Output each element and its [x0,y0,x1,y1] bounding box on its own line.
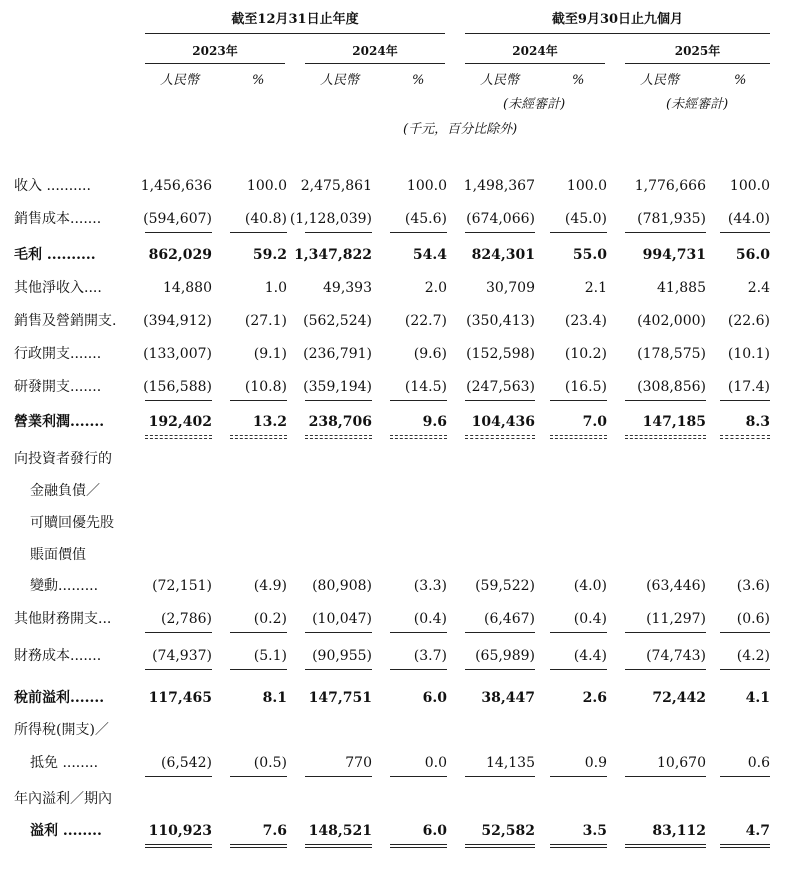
header-rule-9m [465,33,770,34]
rd_expenses-rule [390,400,447,401]
year-rule-2024-9m [465,63,605,64]
income_tax-rule [720,776,770,777]
fv_change-value: (3.3) [413,578,447,594]
unit-pct-1: % [252,73,265,88]
income_tax-rule [550,776,607,777]
profit-rule [305,844,372,845]
other_finance-rule [465,632,535,633]
finance_costs-value: (74,743) [646,648,706,664]
cost_of_sales-value: (44.0) [727,211,770,227]
unit-pct-4: % [734,73,747,88]
finance_costs-value: (5.1) [253,648,287,664]
rd_expenses-rule [720,400,770,401]
profit-value: 4.7 [745,823,770,839]
profit_before_tax-value: 147,751 [308,690,372,706]
finance_costs-value: (74,937) [152,648,212,664]
fv_change-value: (72,151) [152,578,212,594]
operating_profit-rule [145,435,212,436]
operating_profit-rule [390,435,447,436]
profit_before_tax-label: 稅前溢利....... [14,690,105,706]
other_finance-value: (10,047) [312,611,372,627]
profit-value: 110,923 [148,823,212,839]
finance_costs-rule [305,669,372,670]
finance_costs-rule [145,669,212,670]
profit-rule [465,844,535,845]
admin_expenses-value: (236,791) [303,346,372,362]
profit-value: 83,112 [652,823,706,839]
cost_of_sales-rule [465,232,535,233]
rd_expenses-value: (308,856) [637,379,706,395]
admin_expenses-value: (10.2) [564,346,607,362]
income_tax-value: 770 [345,755,372,771]
other_net_income-value: 14,880 [163,280,212,296]
operating_profit-rule [720,438,770,439]
operating_profit-rule [720,435,770,436]
revenue-value: 1,776,666 [634,178,706,194]
finance_costs-rule [465,669,535,670]
cost_of_sales-value: (45.6) [404,211,447,227]
other_finance-rule [305,632,372,633]
selling_expenses-value: (562,524) [303,313,372,329]
finance_costs-label: 財務成本....... [14,648,102,664]
income_tax-value: (0.5) [253,755,287,771]
finance_costs-rule [625,669,706,670]
revenue-value: 100.0 [566,178,607,194]
other_net_income-value: 2.1 [584,280,607,296]
operating_profit-rule [390,438,447,439]
fv_change-label: 變動......... [30,578,99,594]
rd_expenses-rule [465,400,535,401]
selling_expenses-label: 銷售及營銷開支. [14,313,117,329]
profit-label-line: 年內溢利／期內 [14,791,112,807]
profit-rule [230,847,287,848]
profit-rule [390,847,447,848]
cost_of_sales-value: (674,066) [466,211,535,227]
income_tax-rule [625,776,706,777]
admin_expenses-label: 行政開支....... [14,346,102,362]
other_finance-value: (0.4) [573,611,607,627]
cost_of_sales-value: (594,607) [143,211,212,227]
operating_profit-label: 營業利潤....... [14,414,105,430]
profit-value: 148,521 [308,823,372,839]
operating_profit-value: 192,402 [148,414,212,430]
income_tax-value: 0.0 [424,755,447,771]
rd_expenses-value: (156,588) [143,379,212,395]
profit_before_tax-value: 6.0 [422,690,447,706]
operating_profit-rule [550,435,607,436]
finance_costs-value: (4.4) [573,648,607,664]
profit-value: 6.0 [422,823,447,839]
operating_profit-rule [230,438,287,439]
rd_expenses-value: (10.8) [244,379,287,395]
unit-note: (千元，百分比除外) [403,122,518,137]
gross_profit-value: 56.0 [735,247,770,263]
other_net_income-value: 30,709 [486,280,535,296]
admin_expenses-value: (178,575) [637,346,706,362]
rd_expenses-value: (359,194) [303,379,372,395]
revenue-value: 100.0 [246,178,287,194]
unit-pct-3: % [572,73,585,88]
header-year-2025: 2025年 [674,44,721,58]
unit-pct-2: % [412,73,425,88]
income_tax-rule [305,776,372,777]
operating_profit-rule [145,438,212,439]
profit-rule [390,844,447,845]
revenue-value: 100.0 [729,178,770,194]
cost_of_sales-rule [625,232,706,233]
profit-rule [720,844,770,845]
cost_of_sales-rule [145,232,212,233]
unaudited-2024: (未經審計) [503,97,566,112]
rd_expenses-rule [145,400,212,401]
operating_profit-value: 8.3 [745,414,770,430]
operating_profit-rule [305,438,372,439]
header-rule-fy [145,33,445,34]
profit-rule [145,847,212,848]
selling_expenses-value: (22.7) [404,313,447,329]
gross_profit-value: 862,029 [148,247,212,263]
unaudited-2025: (未經審計) [666,97,729,112]
header-year-2024-fy: 2024年 [352,44,398,58]
other_finance-rule [390,632,447,633]
revenue-label: 收入 .......... [14,178,91,194]
income_tax-rule [390,776,447,777]
other_finance-label: 其他財務開支... [14,611,112,627]
operating_profit-value: 104,436 [471,414,535,430]
rd_expenses-value: (17.4) [727,379,770,395]
other_finance-value: (6,467) [483,611,535,627]
other_finance-value: (2,786) [160,611,212,627]
profit-rule [550,847,607,848]
rd_expenses-value: (247,563) [466,379,535,395]
rd_expenses-value: (14.5) [404,379,447,395]
profit_before_tax-value: 2.6 [582,690,607,706]
cost_of_sales-value: (1,128,039) [289,211,372,227]
admin_expenses-value: (10.1) [727,346,770,362]
selling_expenses-value: (350,413) [466,313,535,329]
gross_profit-value: 1,347,822 [294,247,372,263]
income_tax-value: 0.9 [584,755,607,771]
profit-rule [625,844,706,845]
selling_expenses-value: (27.1) [244,313,287,329]
year-rule-2024-fy [305,63,445,64]
operating_profit-rule [625,435,706,436]
cost_of_sales-value: (45.0) [564,211,607,227]
finance_costs-rule [230,669,287,670]
admin_expenses-value: (133,007) [143,346,212,362]
operating_profit-rule [230,435,287,436]
unit-rmb-1: 人民幣 [160,73,200,88]
selling_expenses-value: (402,000) [637,313,706,329]
other_finance-value: (0.6) [736,611,770,627]
fv_change-value: (3.6) [736,578,770,594]
year-rule-2023 [145,63,285,64]
profit-rule [465,847,535,848]
income_tax-value: (6,542) [160,755,212,771]
profit-label: 溢利 ........ [30,823,102,839]
selling_expenses-value: (23.4) [564,313,607,329]
unit-rmb-3: 人民幣 [480,73,520,88]
other_finance-value: (0.4) [413,611,447,627]
admin_expenses-value: (9.6) [413,346,447,362]
fv_change-label-line: 金融負債／ [30,483,100,499]
profit_before_tax-value: 8.1 [262,690,287,706]
gross_profit-value: 994,731 [642,247,706,263]
operating_profit-rule [550,438,607,439]
revenue-value: 2,475,861 [300,178,372,194]
profit-rule [550,844,607,845]
other_finance-rule [550,632,607,633]
rd_expenses-rule [230,400,287,401]
cost_of_sales-value: (781,935) [637,211,706,227]
operating_profit-rule [625,438,706,439]
income_tax-value: 10,670 [657,755,706,771]
finance_costs-rule [390,669,447,670]
fv_change-value: (4.0) [573,578,607,594]
admin_expenses-value: (152,598) [466,346,535,362]
fv_change-label-line: 向投資者發行的 [14,451,112,467]
rd_expenses-label: 研發開支....... [14,379,102,395]
gross_profit-label: 毛利 .......... [14,247,96,263]
finance_costs-value: (4.2) [736,648,770,664]
fv_change-value: (4.9) [253,578,287,594]
finance_costs-rule [550,669,607,670]
operating_profit-rule [465,438,535,439]
profit-rule [305,847,372,848]
cost_of_sales-label: 銷售成本....... [14,211,102,227]
year-rule-2025 [625,63,770,64]
header-group-fy: 截至12月31日止年度 [231,12,359,27]
other_finance-rule [720,632,770,633]
other_net_income-value: 2.0 [424,280,447,296]
fv_change-value: (63,446) [646,578,706,594]
operating_profit-rule [305,435,372,436]
finance_costs-value: (90,955) [312,648,372,664]
fv_change-value: (59,522) [475,578,535,594]
rd_expenses-value: (16.5) [564,379,607,395]
operating_profit-value: 147,185 [642,414,706,430]
profit-value: 3.5 [582,823,607,839]
revenue-value: 100.0 [406,178,447,194]
other_finance-value: (11,297) [646,611,706,627]
profit_before_tax-value: 117,465 [148,690,212,706]
operating_profit-value: 238,706 [308,414,372,430]
operating_profit-value: 13.2 [252,414,287,430]
cost_of_sales-rule [230,232,287,233]
admin_expenses-value: (9.1) [253,346,287,362]
profit_before_tax-value: 38,447 [481,690,535,706]
finance_costs-value: (65,989) [475,648,535,664]
fv_change-label-line: 賬面價值 [30,547,86,563]
other_net_income-value: 1.0 [264,280,287,296]
unit-rmb-2: 人民幣 [320,73,360,88]
gross_profit-value: 55.0 [572,247,607,263]
profit-rule [145,844,212,845]
rd_expenses-rule [625,400,706,401]
income_tax-label-line: 所得稅(開支)／ [14,722,109,738]
income_tax-label: 抵免 ........ [30,755,99,771]
cost_of_sales-rule [550,232,607,233]
income_tax-rule [465,776,535,777]
profit_before_tax-value: 72,442 [652,690,706,706]
selling_expenses-value: (22.6) [727,313,770,329]
operating_profit-value: 9.6 [422,414,447,430]
income_tax-value: 14,135 [486,755,535,771]
profit-rule [230,844,287,845]
fv_change-label-line: 可贖回優先股 [30,515,114,531]
revenue-value: 1,456,636 [140,178,212,194]
cost_of_sales-rule [720,232,770,233]
selling_expenses-value: (394,912) [143,313,212,329]
profit-value: 7.6 [262,823,287,839]
revenue-value: 1,498,367 [463,178,535,194]
income_tax-value: 0.6 [747,755,770,771]
other_finance-rule [625,632,706,633]
profit_before_tax-value: 4.1 [745,690,770,706]
gross_profit-value: 824,301 [471,247,535,263]
income_tax-rule [230,776,287,777]
rd_expenses-rule [550,400,607,401]
header-year-2023: 2023年 [192,44,238,58]
other_net_income-label: 其他淨收入.... [14,280,102,296]
rd_expenses-rule [305,400,372,401]
header-group-9m: 截至9月30日止九個月 [551,12,684,27]
gross_profit-value: 54.4 [412,247,447,263]
profit-rule [625,847,706,848]
finance_costs-value: (3.7) [413,648,447,664]
fv_change-value: (80,908) [312,578,372,594]
gross_profit-value: 59.2 [252,247,287,263]
other_finance-value: (0.2) [253,611,287,627]
other_net_income-value: 49,393 [323,280,372,296]
other_finance-rule [145,632,212,633]
finance_costs-rule [720,669,770,670]
header-year-2024-9m: 2024年 [512,44,558,58]
other_finance-rule [230,632,287,633]
income_tax-rule [145,776,212,777]
cost_of_sales-value: (40.8) [244,211,287,227]
profit-value: 52,582 [481,823,535,839]
profit-rule [720,847,770,848]
cost_of_sales-rule [305,232,372,233]
other_net_income-value: 41,885 [657,280,706,296]
unit-rmb-4: 人民幣 [640,73,680,88]
other_net_income-value: 2.4 [747,280,770,296]
operating_profit-rule [465,435,535,436]
operating_profit-value: 7.0 [582,414,607,430]
cost_of_sales-rule [390,232,447,233]
